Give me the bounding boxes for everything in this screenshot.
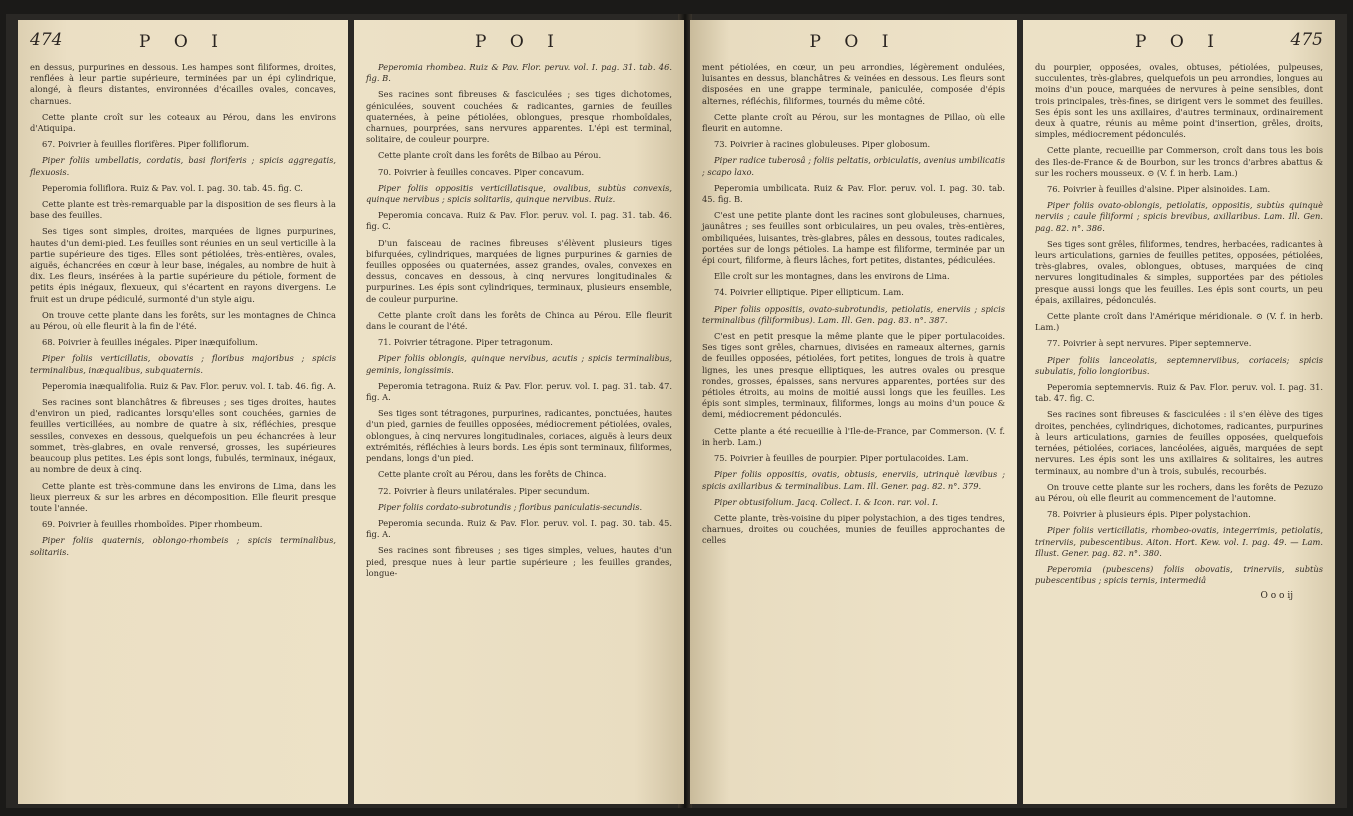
latin-diagnosis: Piper radice tuberosâ ; foliis peltatis, orbiculatis, avenius umbilicatis ; scapo laxo. (702, 155, 1005, 177)
latin-diagnosis: Piper foliis quaternis, oblongo-rhombeis ; spicis terminalibus, solitariis. (30, 535, 336, 557)
entry-heading: 76. Poivrier à feuilles d'alsine. Piper alsinoides. Lam. (1047, 184, 1271, 195)
page-header (30, 20, 336, 60)
book-spread (6, 14, 1347, 808)
latin-diagnosis: Piper foliis verticillatis, obovatis ; floribus majoribus ; spicis terminalibus, inæqualibus, subquaternis. (30, 353, 336, 375)
paragraph: C'est en petit presque la même plante que le piper portulacoides. Ses tiges sont grêles, charnues, divisées en rameaux alternes, garnis de feuilles opposées, pétiolées, fort petites, longues de trois à quatre lignes, les unes presque elliptiques, les autres ovales ou presque rondes, grosses, épaisses, sans nervures apparentes, portées sur des pétioles étroits, au moins de moitié aussi longs que les feuilles. Les épis sont simples, terminaux, filiformes, longs au moins d'un pouce & demi, médiocrement pédonculés. (702, 331, 1005, 420)
entry-heading: 68. Poivrier à feuilles inégales. Piper inæquifolium. (42, 337, 258, 348)
entry-heading: 78. Poivrier à plusieurs épis. Piper polystachion. (1047, 509, 1251, 520)
paragraph: Cette plante, recueillie par Commerson, croît dans tous les bois des Iles-de-France & de Bourbon, sur les troncs d'arbres abattus & sur les rochers mousseux. ⊙ (V. f. in herb. Lam.) (1035, 145, 1323, 178)
page-475-left-half (690, 20, 1017, 804)
text-column (366, 62, 672, 579)
page-header (1035, 20, 1323, 60)
paragraph: On trouve cette plante dans les forêts, sur les montagnes de Chinca au Pérou, où elle fleurit à la fin de l'été. (30, 309, 336, 332)
latin-diagnosis: Piper foliis umbellatis, cordatis, basi floriferis ; spicis aggregatis, flexuosis. (30, 155, 336, 177)
paragraph: C'est une petite plante dont les racines sont globuleuses, charnues, jaunâtres ; ses feuilles sont orbiculaires, un peu ovales, très-entières, ombiliquées, luisantes, très-glabres, pâles en dessous, toutes radicales, portées sur de longs pétioles. La hampe est filiforme, terminée par un épi court, filiforme, à fleurs lâches, fort petites, distantes, pédiculées. (702, 210, 1005, 266)
running-head: P O I (475, 32, 563, 52)
paragraph: On trouve cette plante sur les rochers, dans les forêts de Pezuzo au Pérou, où elle fleurit au commencement de l'automne. (1035, 481, 1323, 503)
paragraph: Ses tiges sont simples, droites, marquées de lignes purpurines, hautes d'un demi-pied. Les feuilles sont réunies en un seul verticille à la partie supérieure des tiges. Elles sont pétiolées, très-entières, ovales, aiguës, échancrées en cœur à leur base, inégales, au nombre de huit à dix. Les fleurs, insérées à la partie supérieure du pétiole, forment de petits épis inégaux, flexueux, qui s'écartent en rayons divergens. Le fruit est un drupe pédiculé, surmonté d'un style aigu. (30, 226, 336, 304)
citation: Peperomia umbilicata. Ruiz & Pav. Flor. peruv. vol. I. pag. 30. tab. 45. fig. B. (702, 182, 1005, 205)
citation: Peperomia folliflora. Ruiz & Pav. vol. I. pag. 30. tab. 45. fig. C. (42, 182, 303, 193)
citation: Peperomia septemnervis. Ruiz & Pav. Flor. peruv. vol. I. pag. 31. tab. 47. fig. C. (1035, 382, 1323, 404)
page-475 (1023, 20, 1335, 804)
citation: Peperomia secunda. Ruiz & Pav. Flor. peruv. vol. I. pag. 30. tab. 45. fig. A. (366, 517, 672, 540)
entry-heading: 73. Poivrier à racines globuleuses. Piper globosum. (714, 139, 931, 150)
latin-diagnosis: Piper foliis cordato-subrotundis ; floribus paniculatis-secundis. (378, 501, 643, 512)
paragraph: Elle croît sur les montagnes, dans les environs de Lima. (714, 271, 950, 282)
latin-diagnosis: Piper foliis ovato-oblongis, petiolatis, oppositis, subtùs quinquè nerviis ; caule filiformi ; spicis brevibus, axillaribus. Lam. Ill. Gen. pag. 82. n°. 386. (1035, 200, 1323, 233)
paragraph: Cette plante, très-voisine du piper polystachion, a des tiges tendres, charnues, droites ou couchées, munies de feuilles approchantes de celles (702, 512, 1005, 546)
latin-diagnosis: Piper foliis oppositis verticillatisque, ovalibus, subtùs convexis, quinque nervibus ; spicis solitariis, quinque nervibus. Ruiz. (366, 182, 672, 205)
paragraph: Cette plante croît au Pérou, dans les forêts de Chinca. (378, 469, 607, 480)
running-head: P O I (809, 32, 898, 52)
page-474-right-half (354, 20, 684, 804)
latin-diagnosis: Piper foliis oblongis, quinque nervibus, acutis ; spicis terminalibus, geminis, longissimis. (366, 353, 672, 375)
citation: Peperomia inæqualifolia. Ruiz & Pav. Flor. peruv. vol. I. tab. 46. fig. A. (42, 380, 336, 391)
page-number: 474 (30, 30, 63, 50)
paragraph: Cette plante croît sur les coteaux au Pérou, dans les environs d'Atiquipa. (30, 111, 336, 134)
running-head: P O I (139, 32, 227, 52)
text-column (1035, 62, 1323, 603)
entry-heading: 77. Poivrier à sept nervures. Piper septemnerve. (1047, 338, 1252, 349)
citation: Piper obtusifolium. Jacq. Collect. I. & Icon. rar. vol. I. (714, 496, 939, 507)
paragraph: Ses tiges sont tétragones, purpurines, radicantes, ponctuées, hautes d'un pied, garnies de feuilles opposées, médiocrement pétiolées, ovales, oblongues, à cinq nervures longitudinales, coriaces, aiguës à leurs deux extrémités, réfléchies à leurs bords. Les épis sont terminaux, filiformes, pendans, longs d'un pied. (366, 408, 672, 464)
entry-heading: 74. Poivrier elliptique. Piper ellipticum. Lam. (714, 287, 904, 298)
entry-heading: 71. Poivrier tétragone. Piper tetragonum. (378, 337, 553, 348)
paragraph: D'un faisceau de racines fibreuses s'élèvent plusieurs tiges bifurquées, cylindriques, marquées de lignes purpurines & garnies de feuilles opposées ou quaternées, assez grandes, ovales, convexes en dessus, concaves en dessous, à cinq nervures longitudinales & purpurines. Les épis sont cylindriques, terminaux, plusieurs ensemble, de couleur purpurine. (366, 237, 672, 304)
signature-mark: O o o ij (1260, 591, 1293, 602)
paragraph: Ses racines sont fibreuses & fasciculées : il s'en élève des tiges droites, penchées, cylindriques, dichotomes, radicantes, purpurines à leurs articulations, garnies de feuilles opposées, quelquefois ternées, pétiolées, coriaces, lancéolées, aiguës, marquées de sept nervures. Les épis sont les uns axillaires & solitaires, les autres terminaux, au nombre d'un à trois, subulés, recourbés. (1035, 409, 1323, 476)
page-number: 475 (1290, 30, 1323, 50)
entry-heading: 69. Poivrier à feuilles rhomboïdes. Piper rhombeum. (42, 519, 263, 530)
citation: Peperomia tetragona. Ruiz & Pav. Flor. peruv. vol. I. pag. 31. tab. 47. fig. A. (366, 380, 672, 403)
entry-heading: 75. Poivrier à feuilles de pourpier. Piper portulacoides. Lam. (714, 453, 969, 464)
paragraph: Cette plante est très-remarquable par la disposition de ses fleurs à la base des feuilles. (30, 199, 336, 221)
latin-diagnosis: Piper foliis verticillatis, rhombeo-ovatis, integerrimis, petiolatis, trinerviis, pubescentibus. Aiton. Hort. Kew. vol. I. pag. 49. — Lam. Illust. Gener. pag. 82. n°. 380. (1035, 525, 1323, 558)
text-column (30, 62, 336, 558)
paragraph: Cette plante est très-commune dans les environs de Lima, dans les lieux pierreux & sur les arbres en décomposition. Elle fleurit presque toute l'année. (30, 480, 336, 513)
citation: Peperomia concava. Ruiz & Pav. Flor. peruv. vol. I. pag. 31. tab. 46. fig. C. (366, 210, 672, 232)
paragraph: Ses tiges sont grêles, filiformes, tendres, herbacées, radicantes à leurs articulations, garnies de feuilles petites, opposées, pétiolées, très-glabres, ovales, oblongues, obtuses, marquées de cinq nervures longitudinales & simples, supportées par des pétioles presque aussi longs que les feuilles. Les épis sont courts, un peu épais, axillaires, pédonculés. (1035, 238, 1323, 305)
page-474 (18, 20, 348, 804)
entry-heading: 70. Poivrier à feuilles concaves. Piper concavum. (378, 166, 585, 177)
paragraph: Cette plante a été recueillie à l'Ile-de-France, par Commerson. (V. f. in herb. Lam.) (702, 425, 1005, 447)
paragraph: Ses racines sont fibreuses & fasciculées ; ses tiges dichotomes, géniculées, souvent couchées & radicantes, garnies de feuilles quaternées, à peine pétiolées, oblongues, presque rhomboïdales, charnues, pourprées, sans nervures apparentes. L'épi est terminal, solitaire, de couleur pourpre. (366, 89, 672, 145)
page-header (366, 20, 672, 60)
paragraph: Cette plante croît dans les forêts de Chinca au Pérou. Elle fleurit dans le courant de l'été. (366, 309, 672, 332)
paragraph: Cette plante croît dans l'Amérique méridionale. ⊙ (V. f. in herb. Lam.) (1035, 311, 1323, 333)
latin-diagnosis: Piper foliis oppositis, ovatis, obtusis, enerviis, utrinquè lævibus ; spicis axillaribus & terminalibus. Lam. Ill. Gener. pag. 82. n°. 379. (702, 469, 1005, 491)
paragraph: Cette plante croît au Pérou, sur les montagnes de Pillao, où elle fleurit en automne. (702, 111, 1005, 134)
text-column (702, 62, 1005, 547)
latin-diagnosis: Piper foliis lanceolatis, septemnerviibus, coriaceis; spicis subulatis, folio longioribus. (1035, 354, 1323, 376)
paragraph: Cette plante croît dans les forêts de Bilbao au Pérou. (378, 150, 602, 161)
page-header (702, 20, 1005, 60)
latin-diagnosis: Peperomia (pubescens) foliis obovatis, trinerviis, subtùs pubescentibus ; spicis ternis, intermediâ (1035, 563, 1323, 586)
paragraph: Ses racines sont fibreuses ; ses tiges simples, velues, hautes d'un pied, presque nues à leur partie supérieure ; les feuilles grandes, longue- (366, 545, 672, 578)
paragraph: Ses racines sont blanchâtres & fibreuses ; ses tiges droites, hautes d'environ un pied, radicantes lorsqu'elles sont couchées, garnies de feuilles verticillées, au nombre de quatre à six, réfléchies, presque sessiles, convexes en dessous, quelquefois un peu échancrées à leur sommet, très-glabres, en ovale renversé, grosses, les supérieures beaucoup plus petites. Les épis sont longs, fubulés, terminaux, inégaux, au nombre de deux à cinq. (30, 397, 336, 475)
paragraph: en dessus, purpurines en dessous. Les hampes sont filiformes, droites, renflées à leur partie supérieure, terminées par un épi cylindrique, alongé, à fleurs distantes, environnées d'écailles ovales, concaves, charnues. (30, 62, 336, 106)
paragraph: du pourpier, opposées, ovales, obtuses, pétiolées, pulpeuses, succulentes, très-glabres, quelquefois un peu arrondies, longues au moins d'un pouce, marquées de nervures à peine sensibles, dont trois principales, très-fines, se dirigent vers le sommet des feuilles. Ses épis sont les uns axillaires, d'autres terminaux, ordinairement deux à quatre, réunis au même point d'insertion, grêles, droits, simples, médiocrement pédonculés. (1035, 62, 1323, 140)
paragraph: ment pétiolées, en cœur, un peu arrondies, légèrement ondulées, luisantes en dessus, blanchâtres & veinées en dessous. Les fleurs sont disposées en une grappe terminale, paniculée, composée d'épis alternes, réfléchis, filiformes, tournés du même côté. (702, 62, 1005, 106)
entry-heading: 72. Poivrier à fleurs unilatérales. Piper secundum. (378, 485, 590, 496)
running-head: P O I (1135, 32, 1223, 52)
latin-diagnosis: Piper foliis oppositis, ovato-subrotundis, petiolatis, enerviis ; spicis terminalibus (filiformibus). Lam. Ill. Gen. pag. 83. n°. 387. (702, 303, 1005, 325)
entry-heading: 67. Poivrier à feuilles florifères. Piper folliflorum. (42, 139, 250, 150)
citation: Peperomia rhombea. Ruiz & Pav. Flor. peruv. vol. I. pag. 31. tab. 46. fig. B. (366, 62, 672, 84)
